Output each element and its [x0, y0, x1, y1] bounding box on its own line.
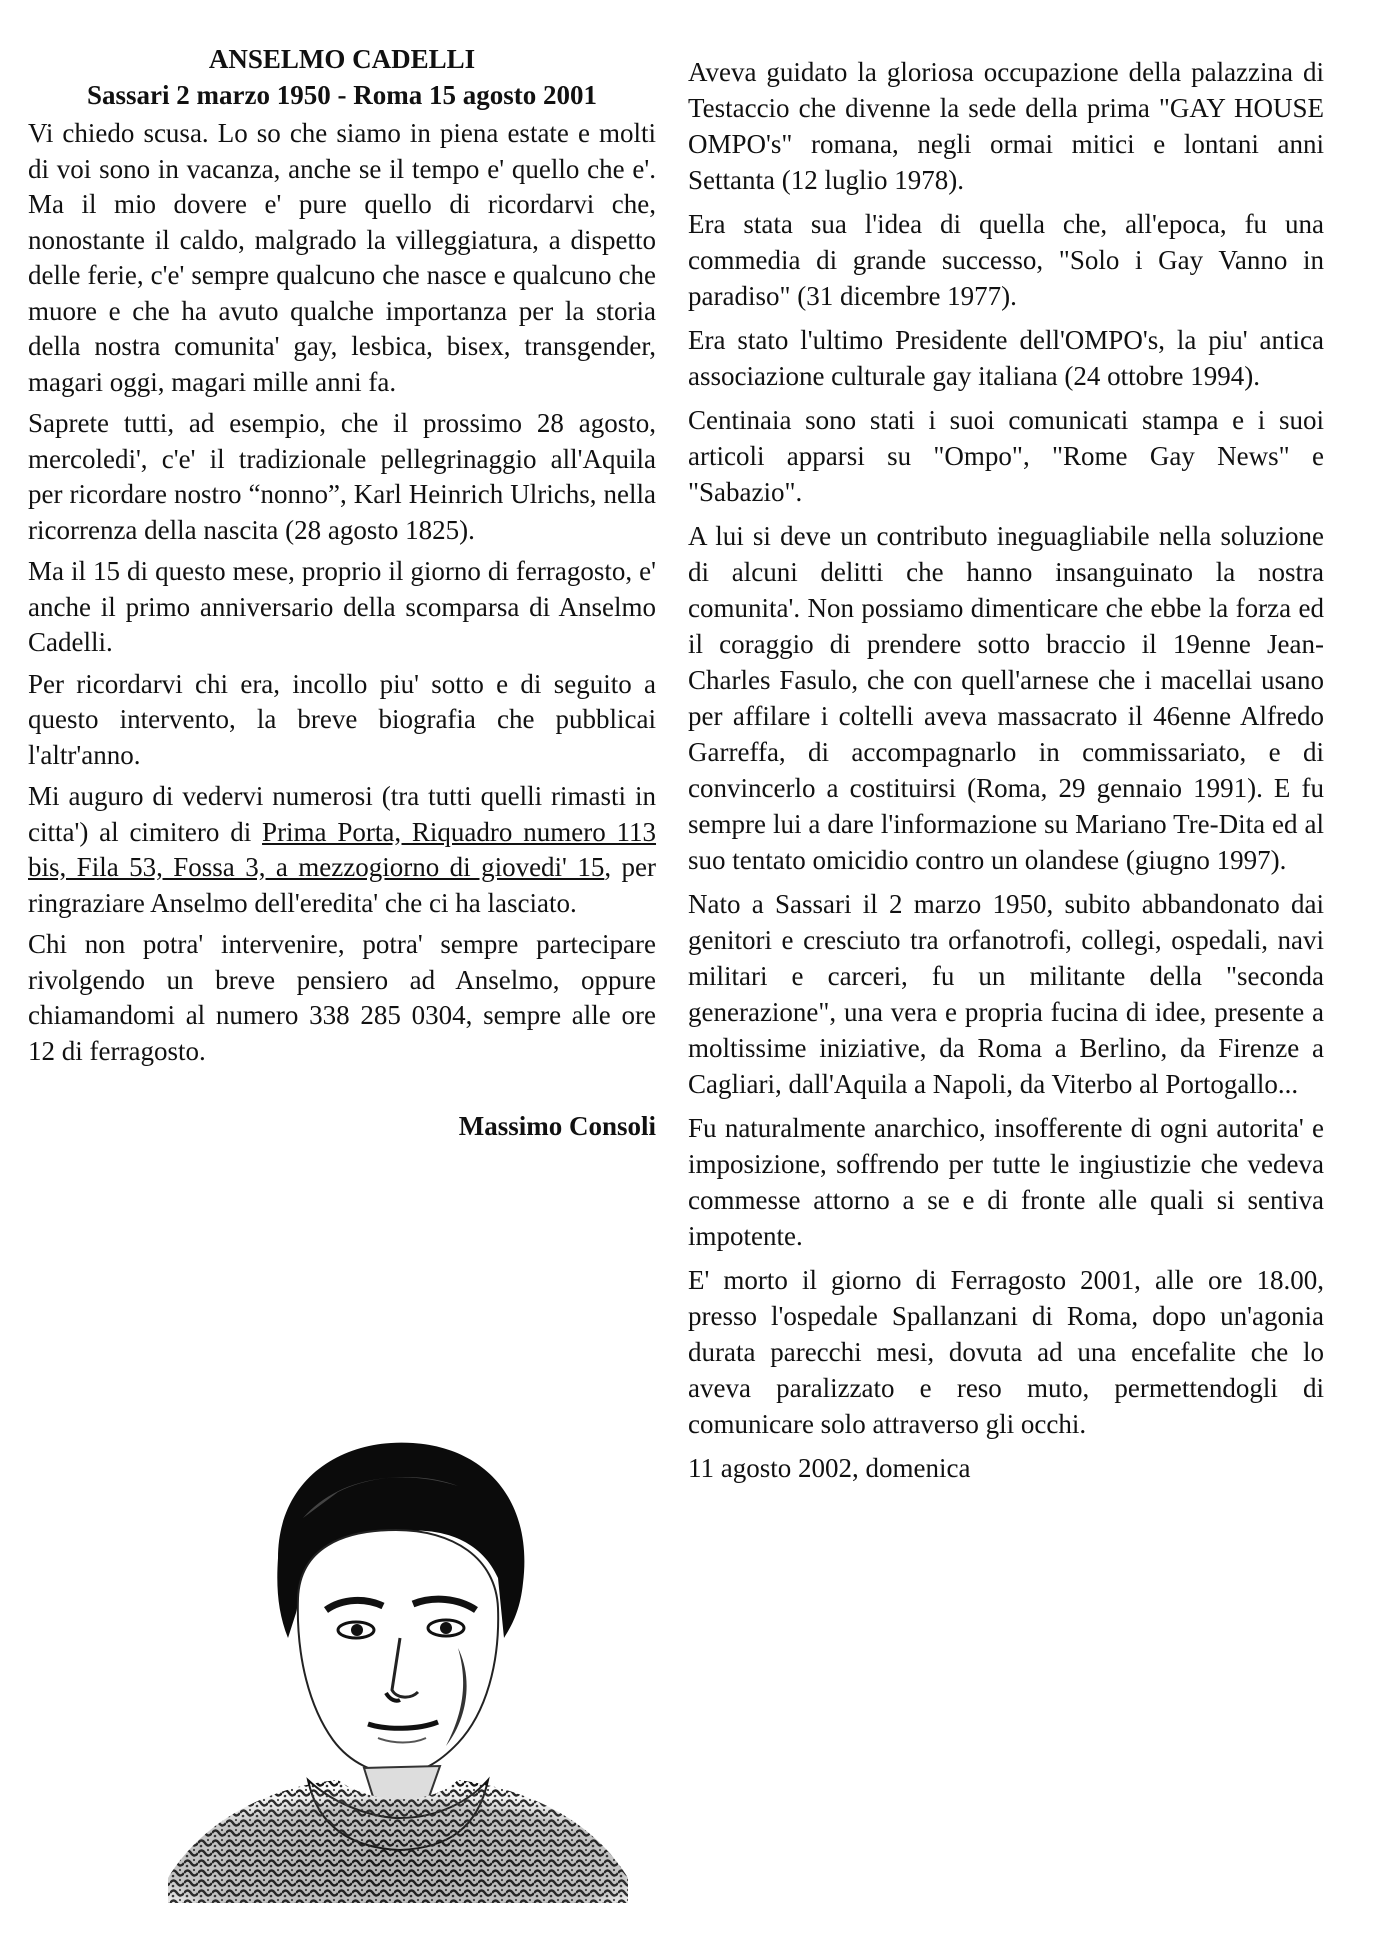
left-paragraph-4: Per ricordarvi chi era, incollo piu' sotto e di seguito a questo intervento, la breve biografia che pubblicai l'altr'anno.	[28, 668, 656, 770]
right-paragraph-7: Fu naturalmente anarchico, insofferente di ogni autorita' e imposizione, soffrendo per tutte le ingiustizie che vedeva commesse attorno a se e di fronte alle quali si sentiva impotente.	[688, 1113, 1324, 1251]
left-paragraph-5-end: , per ringraziare Anselmo dell'eredita' che ci ha lasciato.	[28, 852, 656, 918]
left-paragraph-3: Ma il 15 di questo mese, proprio il giorno di ferragosto, e' anche il primo anniversario della scomparsa di Anselmo Cadelli.	[28, 556, 656, 657]
right-paragraph-8: E' morto il giorno di Ferragosto 2001, alle ore 18.00, presso l'ospedale Spallanzani di Roma, dopo un'agonia durata parecchi mesi, dovuta ad una encefalite che lo aveva paralizzato e reso muto, permettendogli di comunicare solo attraverso gli occhi.	[688, 1265, 1324, 1439]
left-paragraph-1: Vi chiedo scusa. Lo so che siamo in piena estate e molti di voi sono in vacanza, anche se il tempo e' quello che e'. Ma il mio dovere e' pure quello di ricordarvi che, nonostante il caldo, malgrado la villeggiatura, a dispetto delle ferie, c'e' sempre qualcuno che nasce e qualcuno che muore e che ha avuto qualche importanza per la storia della nostra comunita' gay, lesbica, bisex, transgender, magari oggi, magari mille anni fa.	[28, 118, 656, 397]
right-paragraph-5: A lui si deve un contributo ineguagliabile nella soluzione di alcuni delitti che hanno insanguinato la nostra comunita'. Non possiamo dimenticare che ebbe la forza ed il coraggio di prendere sotto braccio il 19enne Jean-Charles Fasulo, che con quell'arnese che i macellai usano per affilare i coltelli aveva massacrato il 46enne Alfredo Garreffa, di accompagnarlo in commissariato, e di convincerlo a costituirsi (Roma, 29 gennaio 1991). E fu sempre lui a dare l'informazione su Mariano Tre-Dita ed al suo tentato omicidio contro un olandese (giugno 1997).	[688, 521, 1324, 875]
left-paragraph-5	[28, 779, 656, 921]
right-paragraph-2: Era stata sua l'idea di quella che, all'epoca, fu una commedia di grande successo, "Solo i Gay Vanno in paradiso" (31 dicembre 1977).	[688, 209, 1324, 311]
document-date: 11 agosto 2002, domenica	[688, 1453, 971, 1483]
right-column	[688, 54, 1324, 1486]
right-paragraph-6: Nato a Sassari il 2 marzo 1950, subito abbandonato dai genitori e cresciuto tra orfanotrofi, collegi, ospedali, navi militari e carceri, fu un militante della "seconda generazione", una vera e propria fucina di idee, presente a moltissime iniziative, da Roma a Berlino, da Firenze a Cagliari, dall'Aquila a Napoli, da Viterbo al Portogallo...	[688, 889, 1324, 1099]
right-paragraph-3: Era stato l'ultimo Presidente dell'OMPO's, la piu' antica associazione culturale gay italiana (24 ottobre 1994).	[688, 325, 1324, 391]
document-title: ANSELMO CADELLI	[208, 44, 476, 74]
right-paragraph-1: Aveva guidato la gloriosa occupazione della palazzina di Testaccio che divenne la sede della prima "GAY HOUSE OMPO's" romana, negli ormai mitici e lontani anni Settanta (12 luglio 1978).	[688, 57, 1324, 195]
author-signature: Massimo Consoli	[458, 1111, 656, 1141]
document-subtitle: Sassari 2 marzo 1950 - Roma 15 agosto 2001	[87, 80, 597, 110]
portrait-image	[128, 1408, 648, 1903]
left-column	[28, 42, 656, 1142]
cemetery-location: Prima Porta, Riquadro numero 113 bis, Fila 53, Fossa 3, a mezzogiorno di giovedi' 15	[28, 816, 657, 882]
left-paragraph-5-start: Mi auguro di vedervi numerosi (tra tutti quelli rimasti in citta') al cimitero di	[28, 781, 656, 847]
right-paragraph-4: Centinaia sono stati i suoi comunicati stampa e i suoi articoli apparsi su "Ompo", "Rome Gay News" e "Sabazio".	[688, 405, 1324, 507]
left-paragraph-2: Saprete tutti, ad esempio, che il prossimo 28 agosto, mercoledi', c'e' il tradizionale pellegrinaggio all'Aquila per ricordare nostro “nonno”, Karl Heinrich Ulrichs, nella ricorrenza della nascita (28 agosto 1825).	[28, 408, 656, 545]
left-paragraph-6: Chi non potra' intervenire, potra' sempre partecipare rivolgendo un breve pensiero ad Anselmo, oppure chiamandomi al numero 338 285 0304, sempre alle ore 12 di ferragosto.	[28, 929, 656, 1066]
